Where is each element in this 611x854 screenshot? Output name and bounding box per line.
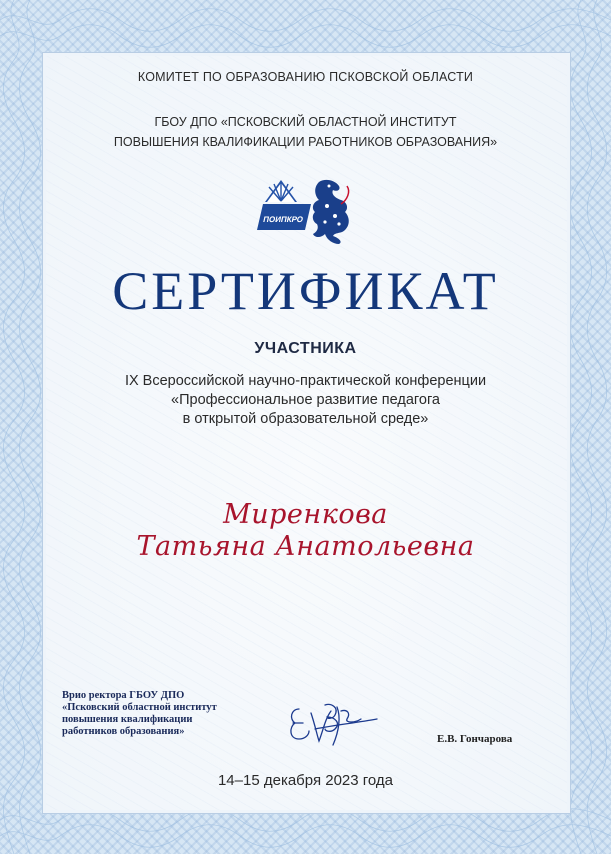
conference-name: [0, 372, 611, 429]
signatory-role: [62, 690, 222, 738]
conference-line1: IX Всероссийской научно-практической конференции: [124, 373, 487, 389]
recipient-given-names: Татьяна Анатольевна: [136, 531, 475, 562]
institute-name-line2: ПОВЫШЕНИЯ КВАЛИФИКАЦИИ РАБОТНИКОВ ОБРАЗОВАНИЯ»: [113, 135, 498, 149]
conference-line3: в открытой образовательной среде»: [182, 411, 429, 427]
certificate-title: СЕРТИФИКАТ: [112, 261, 499, 321]
recipient-surname: Миренкова: [223, 499, 388, 530]
signatory-name: Е.В. Гончарова: [437, 733, 513, 745]
logo-text: ПОИПКРО: [262, 215, 304, 224]
committee-name: КОМИТЕТ ПО ОБРАЗОВАНИЮ ПСКОВСКОЙ ОБЛАСТИ: [137, 70, 474, 84]
institute-name-line1: ГБОУ ДПО «ПСКОВСКИЙ ОБЛАСТНОЙ ИНСТИТУТ: [154, 115, 457, 129]
signatory-role-line4: работников образования»: [62, 726, 185, 737]
event-date: 14–15 декабря 2023 года: [217, 772, 394, 789]
signatory-role-line2: «Псковский областной институт: [62, 702, 217, 713]
handwritten-signature: [285, 695, 380, 750]
signatory-role-line1: Врио ректора ГБОУ ДПО: [62, 690, 185, 701]
institute-logo-icon: [255, 178, 355, 246]
signatory-role-line3: повышения квалификации: [62, 714, 193, 725]
certificate-subtitle: УЧАСТНИКА: [254, 340, 357, 357]
conference-line2: «Профессиональное развитие педагога: [171, 392, 440, 408]
institute-name: [0, 112, 611, 152]
